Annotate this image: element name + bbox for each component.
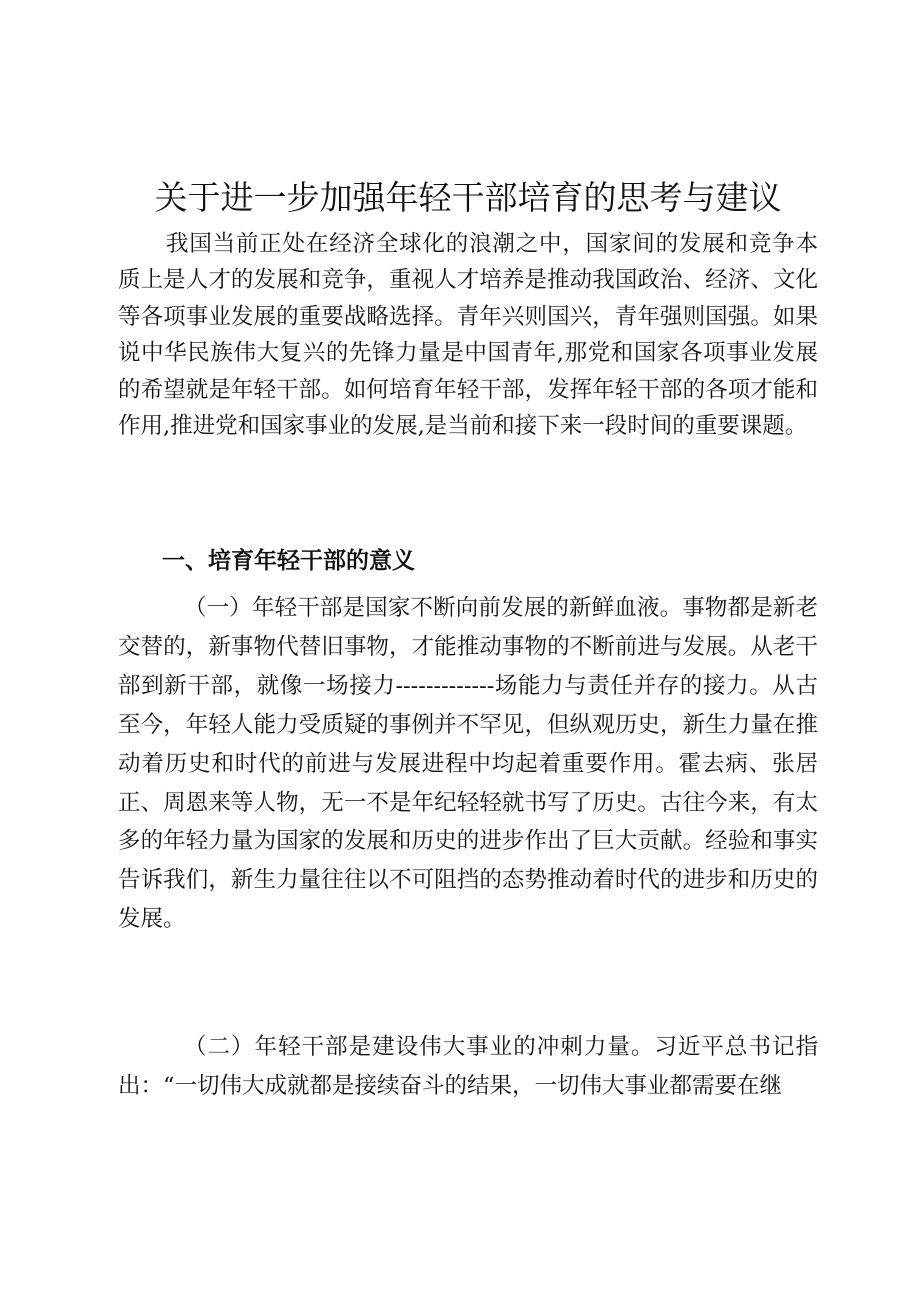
intro-paragraph: 我国当前正处在经济全球化的浪潮之中，国家间的发展和竞争本质上是人才的发展和竞争，重视人才培养是推动我国政治、经济、文化等各项事业发展的重要战略选择。青年兴则国兴，青年强则国强。如果说中华民族伟大复兴的先锋力量是中国青年,那党和国家各项事业发展的希望就是年轻干部。如何培育年轻干部，发挥年轻干部的各项才能和作用,推进党和国家事业的发展,是当前和接下来一段时间的重要课题。 bbox=[118, 231, 818, 440]
section-heading-significance: 一、培育年轻干部的意义 bbox=[162, 548, 415, 574]
section-paragraph-sprint-force: （二）年轻干部是建设伟大事业的冲刺力量。习近平总书记指出：“一切伟大成就都是接续奋斗的结果，一切伟大事业都需要在继 bbox=[118, 1034, 818, 1099]
section-paragraph-fresh-blood: （一）年轻干部是国家不断向前发展的新鲜血液。事物都是新老交替的，新事物代替旧事物，才能推动事物的不断前进与发展。从老干部到新干部，就像一场接力-------------场能力与责任并存的接力。从古至今，年轻人能力受质疑的事例并不罕见，但纵观历史，新生力量在推动着历史和时代的前进与发展进程中均起着重要作用。霍去病、张居正、周恩来等人物，无一不是年纪轻轻就书写了历史。古往今来，有太多的年轻力量为国家的发展和历史的进步作出了巨大贡献。经验和事实告诉我们，新生力量往往以不可阻挡的态势推动着时代的进步和历史的发展。 bbox=[118, 595, 818, 933]
document-title: 关于进一步加强年轻干部培育的思考与建议 bbox=[154, 178, 782, 217]
